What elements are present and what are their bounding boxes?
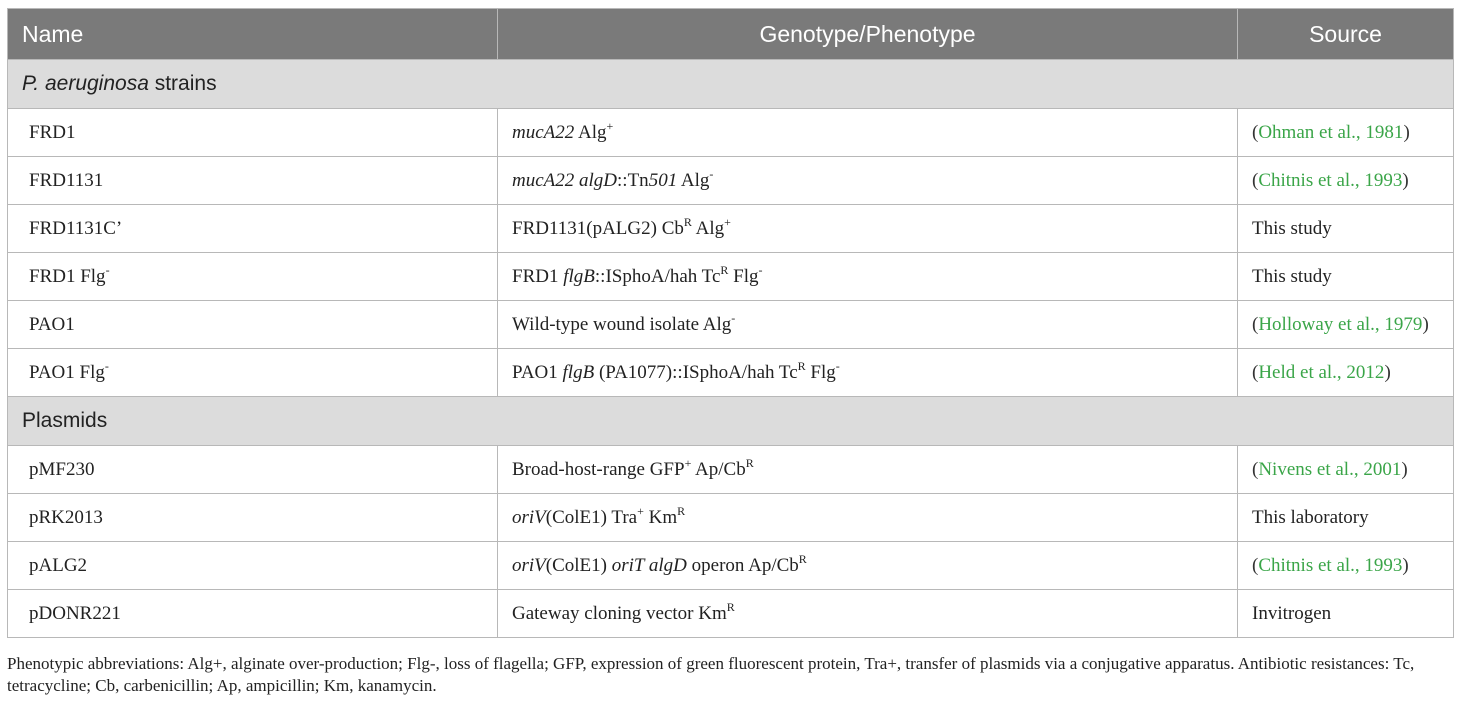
- text-run: Alg: [677, 169, 710, 191]
- section-title-text: Plasmids: [22, 409, 108, 432]
- open-paren: (: [1252, 121, 1259, 143]
- table-row: [8, 109, 1454, 157]
- cell-genotype: [498, 590, 1238, 638]
- cell-genotype: [498, 542, 1238, 590]
- cell-genotype: [498, 301, 1238, 349]
- citation-link[interactable]: Nivens et al., 2001: [1258, 458, 1402, 480]
- column-header-name: Name: [8, 9, 498, 60]
- table-row: [8, 542, 1454, 590]
- section-title: [8, 60, 1454, 109]
- table-row: [8, 205, 1454, 253]
- text-run: FRD1: [512, 265, 564, 287]
- superscript: -: [709, 166, 714, 181]
- cell-source: [1238, 542, 1454, 590]
- close-paren: ): [1403, 121, 1410, 143]
- cell-name: [8, 253, 498, 301]
- section-row: [8, 60, 1454, 109]
- superscript: +: [606, 118, 614, 133]
- italic-text: oriT algD: [611, 554, 687, 576]
- citation-link[interactable]: Ohman et al., 1981: [1258, 121, 1404, 143]
- table-row: [8, 253, 1454, 301]
- close-paren: ): [1384, 361, 1391, 383]
- table-row: [8, 494, 1454, 542]
- cell-name: [8, 349, 498, 397]
- superscript: +: [637, 503, 644, 518]
- cell-name: [8, 542, 498, 590]
- superscript: R: [798, 551, 807, 566]
- source-text: This laboratory: [1252, 506, 1369, 528]
- cell-name: [8, 109, 498, 157]
- superscript: -: [758, 262, 763, 277]
- cell-genotype: [498, 205, 1238, 253]
- citation-link[interactable]: Held et al., 2012: [1258, 361, 1385, 383]
- section-title: [8, 397, 1454, 446]
- open-paren: (: [1252, 169, 1259, 191]
- source-text: This study: [1252, 265, 1332, 287]
- open-paren: (: [1252, 554, 1259, 576]
- cell-name: [8, 157, 498, 205]
- italic-text: oriV: [512, 506, 546, 528]
- text-run: pRK2013: [29, 506, 103, 528]
- text-run: Alg: [574, 121, 607, 143]
- citation-link[interactable]: Holloway et al., 1979: [1258, 313, 1423, 335]
- cell-name: [8, 446, 498, 494]
- text-run: Flg: [728, 265, 759, 287]
- superscript: -: [731, 310, 736, 325]
- text-run: pMF230: [29, 458, 95, 480]
- text-run: operon Ap/Cb: [686, 554, 799, 576]
- italic-text: flgB: [563, 265, 595, 287]
- text-run: FRD1131(pALG2) Cb: [512, 217, 684, 239]
- text-run: Broad-host-range GFP: [512, 458, 685, 480]
- text-run: Km: [643, 506, 678, 528]
- text-run: Alg: [691, 217, 725, 239]
- close-paren: ): [1401, 458, 1408, 480]
- text-run: Gateway cloning vector Km: [512, 602, 727, 624]
- superscript: R: [677, 503, 686, 518]
- italic-text: mucA22 algD: [512, 169, 618, 191]
- text-run: pDONR221: [29, 602, 121, 624]
- text-run: (ColE1) Tra: [545, 506, 638, 528]
- superscript: -: [105, 262, 110, 277]
- text-run: FRD1131C’: [29, 217, 123, 239]
- section-title-text: strains: [148, 72, 217, 95]
- italic-text: flgB: [562, 361, 595, 383]
- open-paren: (: [1252, 458, 1259, 480]
- column-header-genotype: Genotype/Phenotype: [498, 9, 1238, 60]
- text-run: ::Tn: [617, 169, 649, 191]
- superscript: R: [683, 214, 692, 229]
- cell-name: [8, 205, 498, 253]
- italic-text: mucA22: [512, 121, 575, 143]
- cell-source: [1238, 109, 1454, 157]
- cell-source: [1238, 590, 1454, 638]
- text-run: PAO1: [512, 361, 563, 383]
- strains-plasmids-table: [7, 8, 1454, 638]
- citation-link[interactable]: Chitnis et al., 1993: [1258, 554, 1403, 576]
- header-row: [8, 9, 1454, 60]
- source-text: Invitrogen: [1252, 602, 1332, 624]
- superscript: -: [835, 358, 840, 373]
- italic-text: 501: [648, 169, 678, 191]
- cell-source: [1238, 253, 1454, 301]
- section-row: [8, 397, 1454, 446]
- superscript: R: [797, 358, 806, 373]
- table-row: [8, 301, 1454, 349]
- cell-source: [1238, 301, 1454, 349]
- cell-source: [1238, 157, 1454, 205]
- text-run: PAO1: [29, 313, 75, 335]
- close-paren: ): [1402, 554, 1409, 576]
- text-run: Flg: [805, 361, 836, 383]
- text-run: (ColE1): [545, 554, 612, 576]
- superscript: -: [104, 358, 109, 373]
- text-run: pALG2: [29, 554, 88, 576]
- cell-genotype: [498, 253, 1238, 301]
- open-paren: (: [1252, 361, 1259, 383]
- text-run: ::ISphoA/hah Tc: [594, 265, 721, 287]
- text-run: FRD1: [29, 121, 76, 143]
- close-paren: ): [1422, 313, 1429, 335]
- cell-genotype: [498, 494, 1238, 542]
- table-row: [8, 157, 1454, 205]
- table-row: [8, 590, 1454, 638]
- column-header-source: Source: [1238, 9, 1454, 60]
- source-text: This study: [1252, 217, 1332, 239]
- cell-source: [1238, 349, 1454, 397]
- text-run: Ap/Cb: [691, 458, 746, 480]
- cell-name: [8, 301, 498, 349]
- section-title-italic: P. aeruginosa: [22, 72, 149, 95]
- citation-link[interactable]: Chitnis et al., 1993: [1258, 169, 1403, 191]
- superscript: R: [720, 262, 729, 277]
- superscript: +: [724, 214, 731, 229]
- text-run: Wild-type wound isolate Alg: [512, 313, 732, 335]
- italic-text: oriV: [512, 554, 546, 576]
- superscript: R: [726, 599, 735, 614]
- cell-genotype: [498, 446, 1238, 494]
- table-row: [8, 446, 1454, 494]
- cell-name: [8, 494, 498, 542]
- text-run: FRD1131: [29, 169, 104, 191]
- text-run: FRD1 Flg: [29, 265, 106, 287]
- cell-source: [1238, 205, 1454, 253]
- table-row: [8, 349, 1454, 397]
- cell-source: [1238, 446, 1454, 494]
- cell-genotype: [498, 109, 1238, 157]
- table-body: [8, 60, 1454, 638]
- open-paren: (: [1252, 313, 1259, 335]
- superscript: +: [684, 455, 692, 470]
- table-footnote: Phenotypic abbreviations: Alg+, alginate over-production; Flg-, loss of flagella; GFP, expression of green fluorescent protein, Tra+, transfer of plasmids via a conjugative apparatus. Antibiotic resistances: Tc, tetracycline; Cb, carbenicillin; Ap, ampicillin; Km, kanamycin.: [7, 654, 1415, 695]
- table-header: [8, 9, 1454, 60]
- cell-genotype: [498, 157, 1238, 205]
- superscript: R: [745, 455, 754, 470]
- cell-name: [8, 590, 498, 638]
- close-paren: ): [1402, 169, 1409, 191]
- text-run: PAO1 Flg: [29, 361, 105, 383]
- cell-genotype: [498, 349, 1238, 397]
- text-run: (PA1077)::ISphoA/hah Tc: [594, 361, 798, 383]
- cell-source: [1238, 494, 1454, 542]
